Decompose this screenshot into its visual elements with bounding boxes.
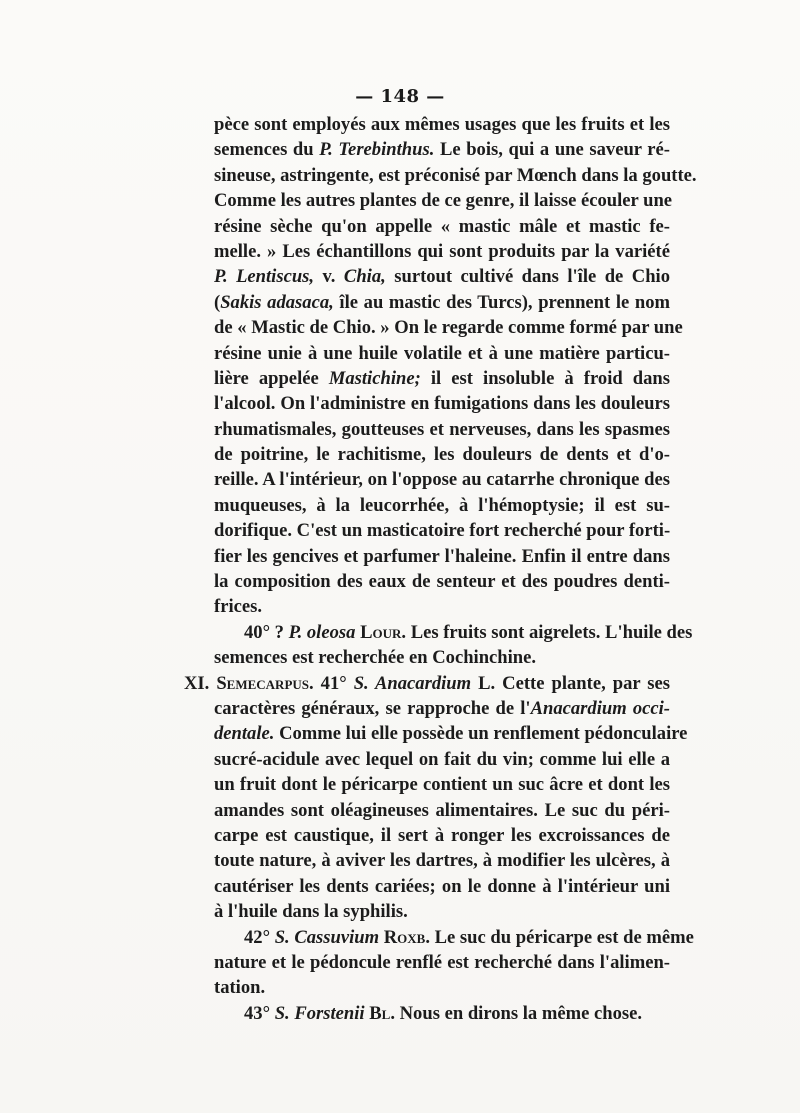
text-span: Anacardium occi- bbox=[530, 697, 670, 719]
text-span: melle. » Les échantillons qui sont produits par la variété bbox=[214, 240, 670, 262]
text-span: à l'huile dans la syphilis. bbox=[214, 901, 408, 923]
text-span: Nous en dirons la même chose. bbox=[394, 1002, 643, 1024]
text-span: rhumatismales, goutteuses et nerveuses, dans les spasmes bbox=[214, 418, 670, 440]
body-text bbox=[184, 112, 697, 1026]
text-line bbox=[214, 645, 670, 670]
text-span: Le bois, qui a une saveur ré- bbox=[434, 139, 671, 161]
text-span: Mastichine; bbox=[328, 367, 421, 389]
text-span: la composition des eaux de senteur et des poudres denti- bbox=[214, 571, 670, 593]
text-span: Semecarpus. bbox=[216, 672, 314, 694]
text-span: résine sèche qu'on appelle « mastic mâle et mastic fe- bbox=[214, 215, 670, 237]
text-line bbox=[214, 798, 670, 823]
text-line bbox=[214, 569, 670, 594]
text-line bbox=[214, 772, 670, 797]
text-span: reille. A l'intérieur, on l'oppose au catarrhe chronique des bbox=[214, 469, 670, 491]
text-span: il est insoluble à froid dans bbox=[420, 367, 670, 389]
text-span: Chia, bbox=[343, 266, 386, 288]
text-line bbox=[214, 188, 673, 213]
text-line bbox=[214, 341, 670, 366]
text-line bbox=[214, 594, 670, 619]
text-span: fier les gencives et parfumer l'haleine. Enfin il entre dans bbox=[214, 545, 670, 567]
text-span: dorifique. C'est un masticatoire fort recherché pour forti- bbox=[214, 520, 671, 542]
text-span: de « Mastic de Chio. » On le regarde comme formé par une bbox=[214, 317, 683, 339]
text-span: 42° bbox=[244, 926, 275, 948]
text-line bbox=[214, 518, 670, 543]
text-line bbox=[214, 975, 670, 1000]
text-line bbox=[214, 315, 683, 340]
text-span: Roxb. bbox=[383, 926, 430, 948]
text-line bbox=[214, 467, 670, 492]
text-line bbox=[214, 747, 670, 772]
text-line bbox=[214, 442, 670, 467]
text-line bbox=[214, 391, 670, 416]
text-span: Comme lui elle possède un renflement pédonculaire bbox=[274, 723, 688, 745]
text-line bbox=[214, 721, 688, 746]
text-span: muqueuses, à la leucorrhée, à l'hémoptysie; il est su- bbox=[214, 494, 670, 516]
text-span: P. Lentiscus, bbox=[214, 266, 315, 288]
text-line bbox=[214, 264, 670, 289]
text-span: l'alcool. On l'administre en fumigations dans les douleurs bbox=[214, 393, 670, 415]
text-span: Les fruits sont aigrelets. L'huile des bbox=[406, 621, 693, 643]
text-span: S. Cassuvium bbox=[274, 926, 380, 948]
page-number: — 148 — bbox=[355, 86, 445, 107]
text-line bbox=[214, 290, 670, 315]
text-line bbox=[214, 417, 670, 442]
text-line bbox=[214, 163, 697, 188]
text-span: tation. bbox=[214, 977, 266, 999]
text-line bbox=[214, 493, 670, 518]
text-span: Bl. bbox=[369, 1002, 395, 1024]
text-span: un fruit dont le péricarpe contient un suc âcre et dont les bbox=[214, 774, 670, 796]
text-line bbox=[214, 366, 670, 391]
text-span: cautériser les dents cariées; on le donne à l'intérieur uni bbox=[214, 875, 670, 897]
text-span: de poitrine, le rachitisme, les douleurs de dents et d'o- bbox=[214, 444, 670, 466]
text-span: ( bbox=[214, 291, 221, 313]
text-line bbox=[214, 874, 670, 899]
text-span: semences est recherchée en Cochinchine. bbox=[214, 647, 537, 669]
text-span: sucré-acidule avec lequel on fait du vin; comme lui elle a bbox=[214, 748, 670, 770]
text-span: amandes sont oléagineuses alimentaires. Le suc du péri- bbox=[214, 799, 670, 821]
text-span: Sakis adasaca, bbox=[220, 291, 334, 313]
text-span: v. bbox=[314, 266, 344, 288]
text-span: carpe est caustique, il sert à ronger les excroissances de bbox=[214, 824, 670, 846]
text-span: frices. bbox=[214, 596, 263, 618]
text-span: sineuse, astringente, est préconisé par Mœnch dans la goutte. bbox=[214, 164, 697, 186]
text-line bbox=[214, 620, 693, 645]
text-span: P. Terebinthus. bbox=[319, 139, 435, 161]
text-line bbox=[214, 544, 670, 569]
text-span: S. Forstenii bbox=[274, 1002, 365, 1024]
text-line bbox=[214, 925, 694, 950]
text-line bbox=[214, 137, 670, 162]
text-span: Lour. bbox=[360, 621, 407, 643]
text-span: dentale. bbox=[214, 723, 275, 745]
text-span: résine unie à une huile volatile et à une matière particu- bbox=[214, 342, 670, 364]
text-line bbox=[214, 239, 670, 264]
text-span: île au mastic des Turcs), prennent le nom bbox=[333, 291, 670, 313]
text-line bbox=[214, 112, 670, 137]
text-span: nature et le pédoncule renflé est recherché dans l'alimen- bbox=[214, 951, 670, 973]
text-span: XI. bbox=[184, 672, 217, 694]
text-span: lière appelée bbox=[214, 367, 329, 389]
text-span: 41° bbox=[313, 672, 354, 694]
text-span: Le suc du péricarpe est de même bbox=[429, 926, 694, 948]
text-span: pèce sont employés aux mêmes usages que les fruits et les bbox=[214, 114, 670, 135]
text-span: Comme les autres plantes de ce genre, il laisse écouler une bbox=[214, 190, 673, 212]
text-line bbox=[214, 696, 670, 721]
text-line bbox=[214, 899, 670, 924]
text-span: P. oleosa bbox=[288, 621, 356, 643]
text-span: 43° bbox=[244, 1002, 275, 1024]
text-span: S. Anacardium bbox=[353, 672, 472, 694]
text-line bbox=[214, 848, 670, 873]
text-line bbox=[184, 671, 670, 696]
text-span: caractères généraux, se rapproche de l' bbox=[214, 697, 531, 719]
text-line bbox=[214, 214, 670, 239]
text-line bbox=[214, 950, 670, 975]
text-line bbox=[214, 1001, 670, 1026]
text-span: 40° ? bbox=[244, 621, 289, 643]
text-span: L. Cette plante, par ses bbox=[471, 672, 671, 694]
text-line bbox=[214, 823, 670, 848]
text-span: toute nature, à aviver les dartres, à modifier les ulcères, à bbox=[214, 850, 670, 872]
text-span: semences du bbox=[214, 139, 320, 161]
text-span: surtout cultivé dans l'île de Chio bbox=[385, 266, 671, 288]
